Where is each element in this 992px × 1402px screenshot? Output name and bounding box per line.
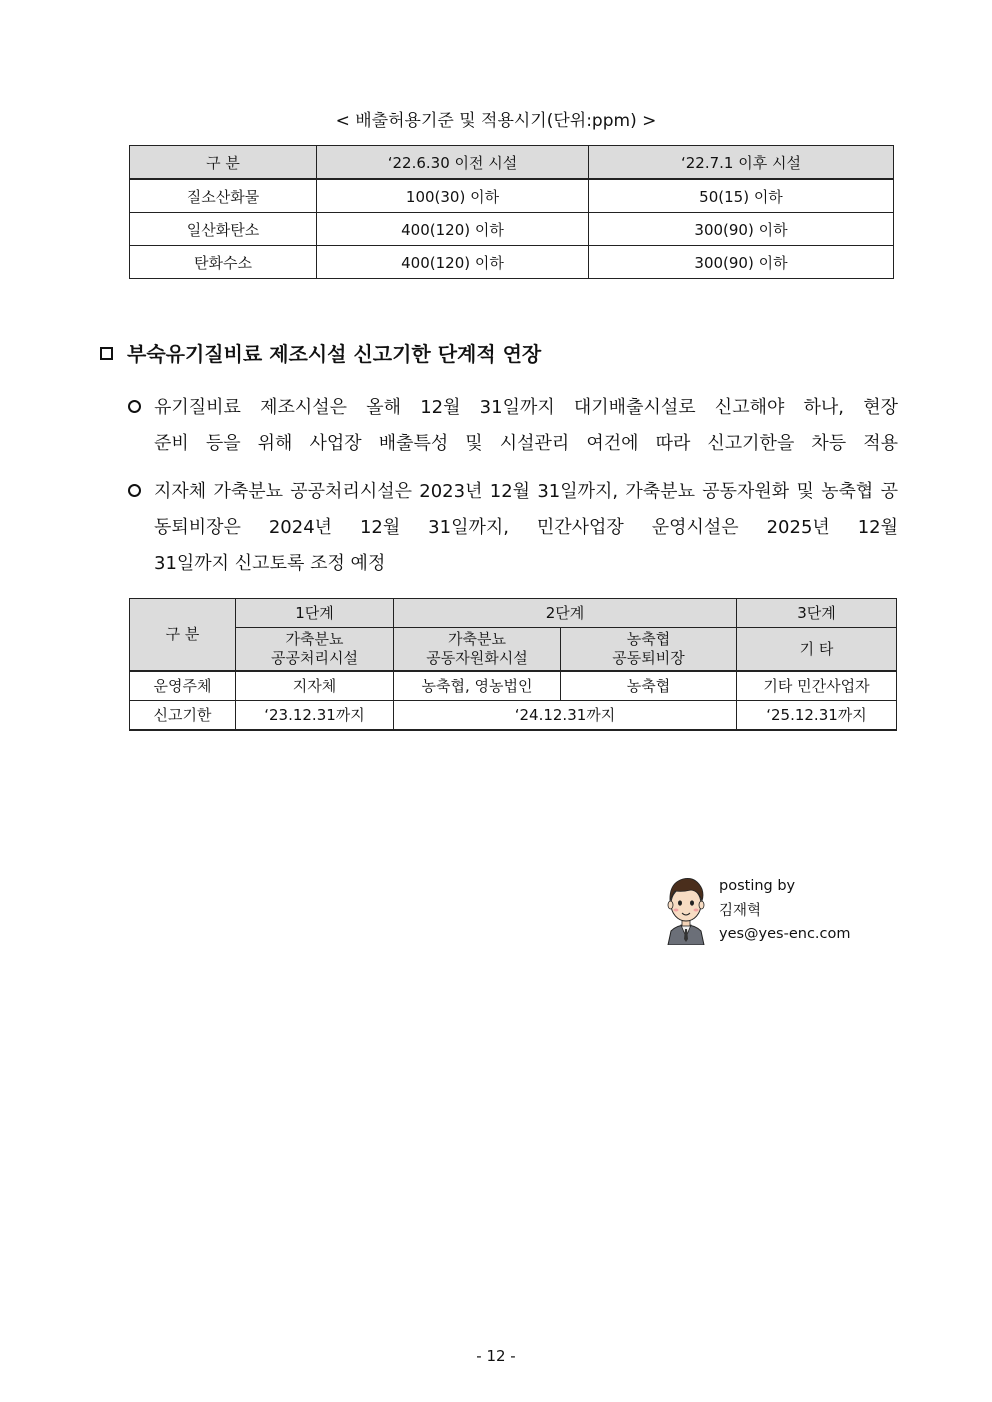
- table-cell: ‘25.12.31까지: [737, 701, 897, 731]
- facility-header: [561, 628, 737, 672]
- row-label: 운영주체: [130, 671, 236, 701]
- table-cell: 일산화탄소: [130, 213, 317, 246]
- author-email: yes@yes-enc.com: [719, 926, 851, 942]
- facility-line: 가축분뇨: [448, 630, 506, 648]
- paragraph: [128, 474, 898, 582]
- paragraph-line: 유기질비료 제조시설은 올해 12월 31일까지 대기배출시설로 신고해야 하나, 현장: [154, 397, 898, 418]
- facility-line: 가축분뇨: [285, 630, 344, 648]
- facility-header: [394, 628, 561, 672]
- table-row: [130, 701, 897, 731]
- table-cell: 300(90) 이하: [589, 246, 894, 279]
- author-avatar-icon: [663, 873, 709, 945]
- table-cell: 농축협, 영농법인: [394, 671, 561, 701]
- table-cell: ‘23.12.31까지: [236, 701, 394, 731]
- table-cell: 질소산화물: [130, 179, 317, 213]
- facility-line: 농축협: [626, 630, 671, 648]
- section-title: 부숙유기질비료 제조시설 신고기한 단계적 연장: [127, 342, 542, 366]
- circle-bullet-icon: [128, 400, 141, 413]
- registration-deadline-table: [129, 598, 897, 731]
- paragraph: [128, 390, 898, 462]
- stage-3-header: 3단계: [737, 599, 897, 628]
- table-cell: 400(120) 이하: [317, 246, 589, 279]
- table-cell: 50(15) 이하: [589, 179, 894, 213]
- posting-by-label: posting by: [719, 878, 796, 894]
- table-cell: 탄화수소: [130, 246, 317, 279]
- facility-header-row: [130, 628, 897, 672]
- page-number: - 12 -: [476, 1347, 516, 1365]
- facility-line: 공동퇴비장: [612, 649, 685, 667]
- square-bullet-icon: [100, 347, 113, 360]
- row-label: 신고기한: [130, 701, 236, 731]
- table-header-row: [130, 146, 894, 180]
- circle-bullet-icon: [128, 484, 141, 497]
- paragraph-line: 지자체 가축분뇨 공공처리시설은 2023년 12월 31일까지, 가축분뇨 공동자원화 및: [154, 481, 814, 502]
- paragraph-line: 준비 등을 위해 사업장 배출특성 및 시설관리 여건에 따라 신고기한을 차등 적용: [154, 433, 898, 454]
- facility-header: 기 타: [737, 628, 897, 672]
- stage-header-row: [130, 599, 897, 628]
- corner-cell: 구 분: [130, 599, 236, 672]
- table-cell: ‘24.12.31까지: [394, 701, 737, 731]
- stage-1-header: 1단계: [236, 599, 394, 628]
- table-cell: 기타 민간사업자: [737, 671, 897, 701]
- table-cell: 400(120) 이하: [317, 213, 589, 246]
- author-name: 김재혁: [719, 903, 762, 919]
- table-cell: 농축협: [561, 671, 737, 701]
- table-row: [130, 179, 894, 213]
- stage-2-header: 2단계: [394, 599, 737, 628]
- table-caption: < 배출허용기준 및 적용시기(단위:ppm) >: [335, 111, 657, 131]
- header-after: ‘22.7.1 이후 시설: [589, 146, 894, 180]
- posting-credit: [719, 874, 851, 944]
- table-cell: 100(30) 이하: [317, 179, 589, 213]
- facility-line: 공공처리시설: [271, 649, 358, 667]
- table-cell: 300(90) 이하: [589, 213, 894, 246]
- header-category: 구 분: [130, 146, 317, 180]
- table-cell: 지자체: [236, 671, 394, 701]
- header-before: ‘22.6.30 이전 시설: [317, 146, 589, 180]
- paragraph-line: 31일까지 신고토록 조정 예정: [154, 553, 386, 574]
- table-row: [130, 246, 894, 279]
- section-heading: [100, 338, 541, 367]
- facility-line: 공동자원화시설: [426, 649, 528, 667]
- emission-standards-table: [129, 145, 894, 279]
- paragraph-line: 농축협 공동퇴비장은 2024년 12월 31일까지, 민간사업장 운영시설은 2025년 12월: [154, 481, 898, 538]
- facility-header: [236, 628, 394, 672]
- table-row: [130, 213, 894, 246]
- table-row: [130, 671, 897, 701]
